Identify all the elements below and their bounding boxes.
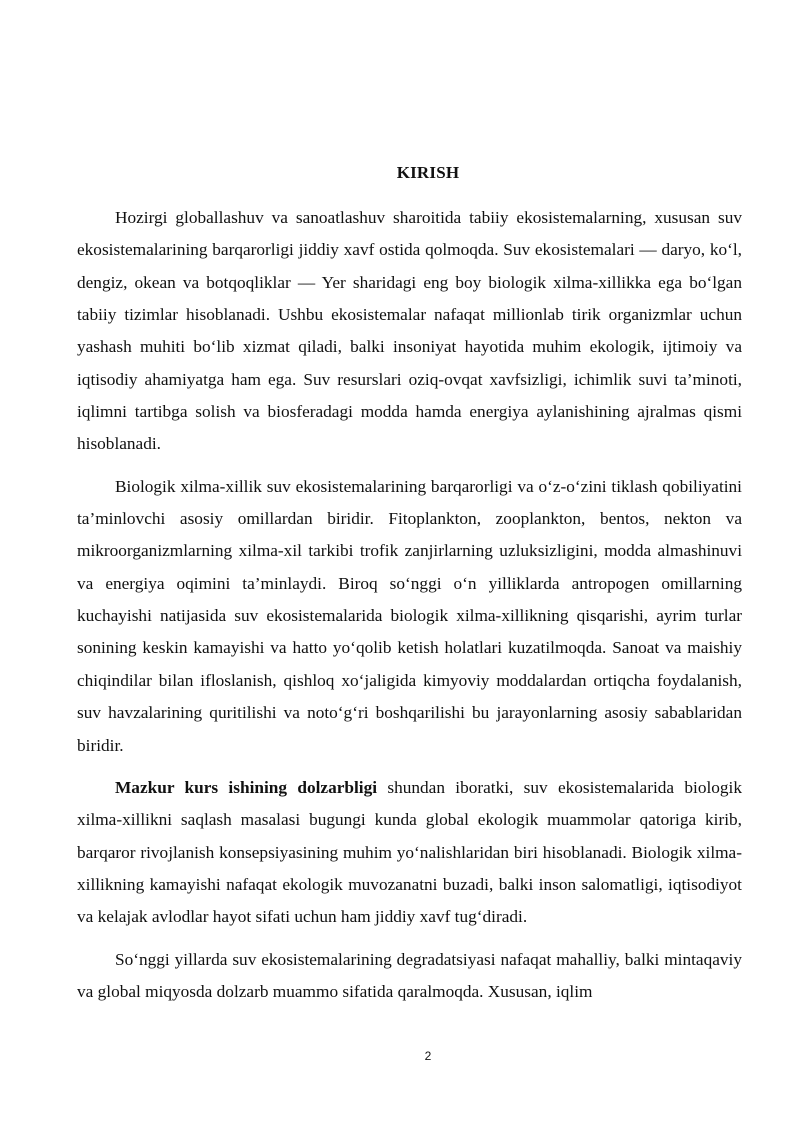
paragraph-4-text: So‘nggi yillarda suv ekosistemalarining degradatsiyasi nafaqat mahalliy, balki mintaqaviy va global miqyosda dolzarb muammo sifatida qaralmoqda. Xususan, iqlim	[77, 949, 742, 1001]
paragraph-4	[77, 944, 742, 1009]
paragraph-1	[77, 202, 742, 461]
paragraph-1-text: Hozirgi globallashuv va sanoatlashuv sharoitida tabiiy ekosistemalarning, xususan suv ekosistemalarining barqarorligi jiddiy xavf ostida qolmoqda. Suv ekosistemalari — daryo, ko‘l, dengiz, okean va botqoqliklar — Yer sharidagi eng boy biologik xilma-xillikka ega bo‘lgan tabiiy tizimlar hisoblanadi. Ushbu ekosistemalar nafaqat millionlab tirik organizmlar uchun yashash muhiti bo‘lib xizmat qiladi, balki insoniyat hayotida muhim ekologik, ijtimoiy va iqtisodiy ahamiyatga ham ega. Suv resurslari oziq-ovqat xavfsizligi, ichimlik suvi ta’minoti, iqlimni tartibga solish va biosferadagi modda hamda energiya aylanishining ajralmas qismi hisoblanadi.	[77, 208, 742, 454]
paragraph-3-text: shundan iboratki, suv ekosistemalarida biologik xilma-xillikni saqlash masalasi bugungi kunda global ekologik muammolar qatoriga kirib, barqaror rivojlanish konsepsiyasining muhim yo‘nalishlaridan biri hisoblanadi. Biologik xilma-xillikning kamayishi nafaqat ekologik muvozanatni buzadi, balki inson salomatligi, iqtisodiyot va kelajak avlodlar hayot sifati uchun ham jiddiy xavf tug‘diradi.	[77, 777, 742, 927]
paragraph-2-text: Biologik xilma-xillik suv ekosistemalarining barqarorligi va o‘z-o‘zini tiklash qobiliyatini ta’minlovchi asosiy omillardan biridir. Fitoplankton, zooplankton, bentos, nekton va mikroorganizmlarning xilma-xil tarkibi trofik zanjirlarning uzluksizligini, modda almashinuvi va energiya oqimini ta’minlaydi. Biroq so‘nggi o‘n yilliklarda antropogen omillarning kuchayishi natijasida suv ekosistemalarida biologik xilma-xillikning qisqarishi, ayrim turlar sonining keskin kamayishi va hatto yo‘qolib ketish holatlari kuzatilmoqda. Sanoat va maishiy chiqindilar bilan ifloslanish, qishloq xo‘jaligida kimyoviy moddalardan ortiqcha foydalanish, suv havzalarining quritilishi va noto‘g‘ri boshqarilishi bu jarayonlarning asosiy sabablaridan biridir.	[77, 476, 742, 755]
paragraph-3	[77, 772, 742, 934]
body-text	[77, 202, 742, 1018]
section-heading: KIRISH	[396, 163, 460, 182]
page-number: 2	[424, 1049, 432, 1063]
paragraph-2	[77, 471, 742, 762]
paragraph-3-bold-lead: Mazkur kurs ishining dolzarbligi	[115, 777, 378, 797]
